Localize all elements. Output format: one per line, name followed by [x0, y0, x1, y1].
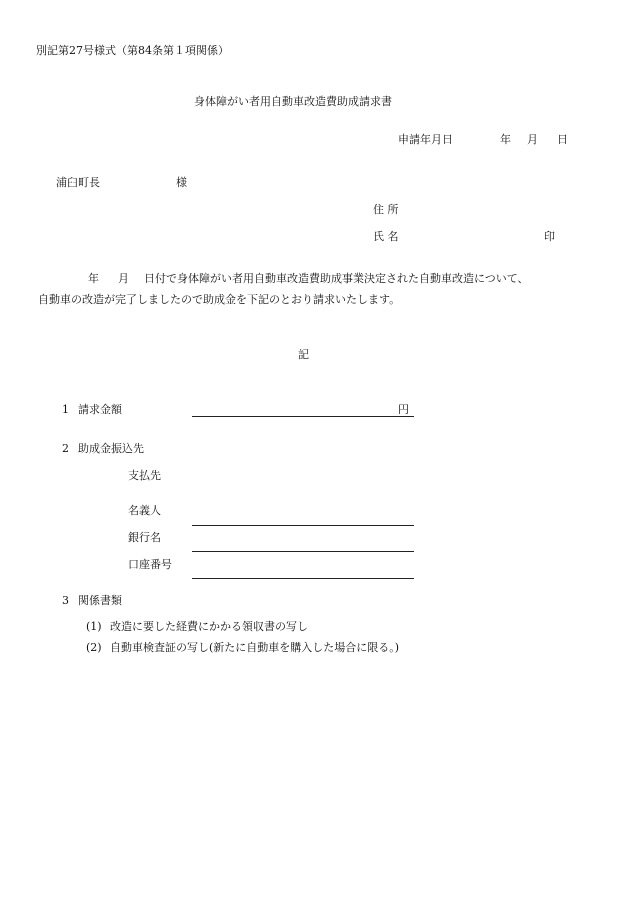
amount-unit: 円: [398, 403, 409, 416]
seal-mark: 印: [544, 230, 555, 243]
application-date-label: 申請年月日: [398, 133, 453, 146]
bank-label: 銀行名: [128, 531, 161, 544]
doc2-number: (2): [86, 641, 102, 654]
doc1-number: (1): [86, 620, 102, 633]
doc2-text: 自動車検査証の写し(新たに自動車を購入した場合に限る。): [110, 641, 400, 654]
item3-label: 関係書類: [78, 594, 122, 607]
date-month-label: 月: [527, 133, 538, 146]
body-line1-text: 日付で身体障がい者用自動車改造費助成事業決定された自動車改造について、: [144, 272, 529, 285]
ki-heading: 記: [298, 348, 309, 361]
account-label: 口座番号: [128, 558, 172, 571]
document-title: 身体障がい者用自動車改造費助成請求書: [194, 95, 392, 108]
item2-number: 2: [62, 442, 69, 455]
address-label: 住 所: [373, 203, 399, 216]
body-line2: 自動車の改造が完了しましたので助成金を下記のとおり請求いたします。: [38, 293, 401, 306]
addressee-honorific: 様: [176, 176, 187, 189]
holder-underline: [192, 525, 414, 526]
date-year-label: 年: [500, 133, 511, 146]
doc1-text: 改造に要した経費にかかる領収書の写し: [110, 620, 308, 633]
item1-number: 1: [62, 403, 69, 416]
item2-label: 助成金振込先: [78, 442, 144, 455]
amount-underline: [192, 416, 414, 417]
account-underline: [192, 578, 414, 579]
body-month: 月: [118, 272, 129, 285]
bank-underline: [192, 551, 414, 552]
payee-label: 支払先: [128, 469, 161, 482]
holder-label: 名義人: [128, 504, 161, 517]
date-day-label: 日: [557, 133, 568, 146]
form-label: 別記第27号様式（第84条第１項関係）: [36, 44, 229, 57]
addressee-name: 浦臼町長: [56, 176, 100, 189]
item1-label: 請求金額: [78, 403, 122, 416]
body-year: 年: [88, 272, 99, 285]
name-label: 氏 名: [373, 230, 399, 243]
item3-number: 3: [62, 594, 69, 607]
